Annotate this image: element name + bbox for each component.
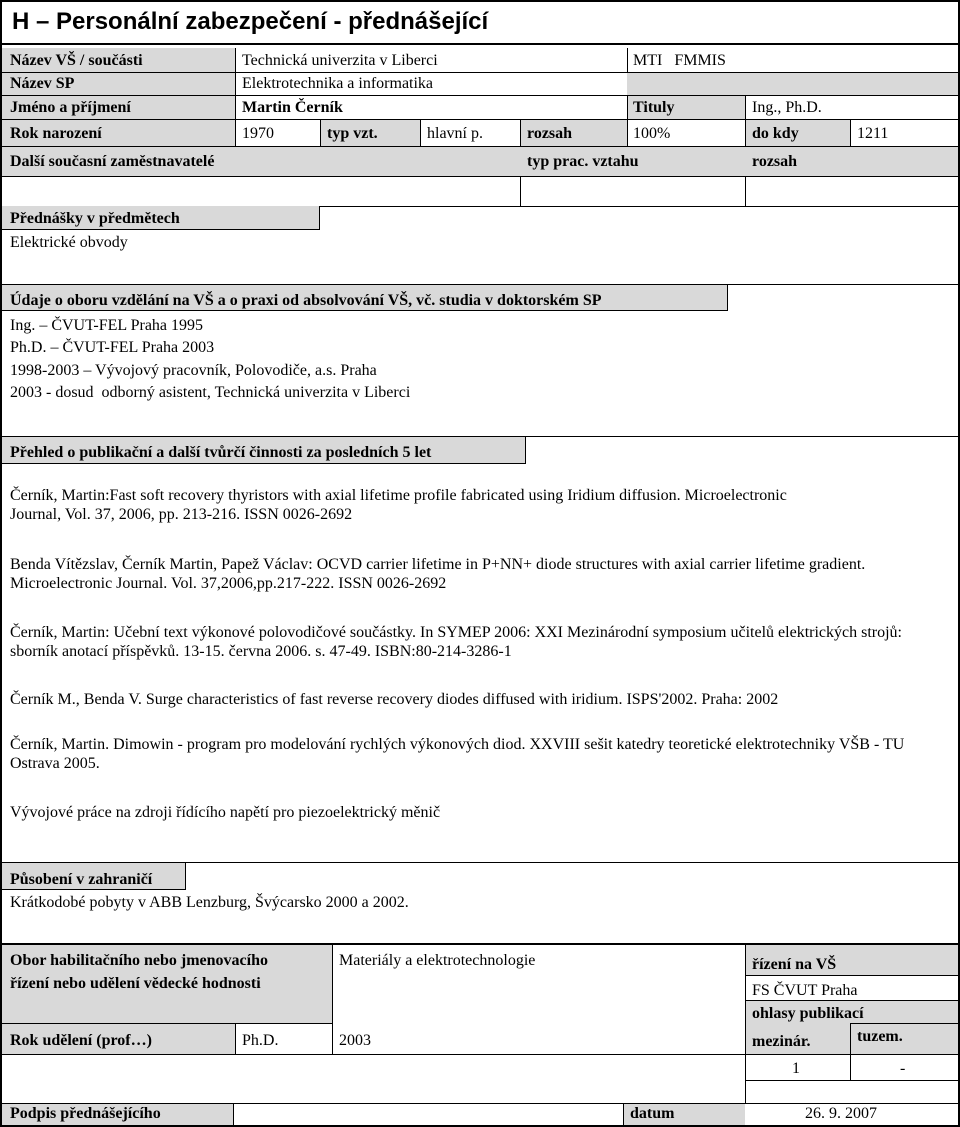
education-label: Údaje o oboru vzdělání na VŠ a o praxi od absolvování VŠ, vč. studia v doktorském SP — [10, 292, 602, 309]
abroad-label: Působení v zahraničí — [10, 871, 153, 888]
proceedings-label: řízení na VŠ — [752, 956, 837, 973]
education-line: 2003 - dosud odborný asistent, Technická univerzita v Liberci — [10, 384, 411, 401]
publication-item: Černík, Martin. Dimowin - program pro modelování rychlých výkonových diod. XXVIII sešit katedry teoretické elektrotechniky VŠB - TU Ostrava 2005. — [10, 736, 905, 772]
proceedings-value: FS ČVUT Praha — [752, 982, 858, 999]
school-value: Technická univerzita v Liberci — [242, 52, 438, 69]
until-value: 1211 — [857, 125, 889, 142]
education-line: 1998-2003 – Vývojový pracovník, Polovodiče, a.s. Praha — [10, 362, 377, 379]
employers-scope-label: rozsah — [752, 153, 798, 170]
education-line: Ing. – ČVUT-FEL Praha 1995 — [10, 317, 204, 334]
lectures-value: Elektrické obvody — [10, 234, 128, 251]
habilitation-label-line2: řízení nebo udělení vědecké hodnosti — [10, 975, 261, 992]
publication-item: Benda Vítězslav, Černík Martin, Papež Václav: OCVD carrier lifetime in P+NN+ diode structures with axial carrier lifetime gradient. Microelectronic Journal. Vol. 37,2006,pp.217-222. ISSN 0026-2692 — [10, 556, 866, 592]
local-label: tuzem. — [857, 1028, 903, 1045]
publication-item: Černík, Martin:Fast soft recovery thyristors with axial lifetime profile fabricated using Iridium diffusion. Microelectronic Journal, Vol. 37, 2006, pp. 213-216. ISSN 0026-2692 — [10, 487, 787, 523]
local-value: - — [900, 1060, 906, 1077]
intl-value: 1 — [792, 1060, 800, 1077]
education-line: Ph.D. – ČVUT-FEL Praha 2003 — [10, 339, 215, 356]
employers-type-label: typ prac. vztahu — [527, 153, 639, 170]
intl-label: mezinár. — [752, 1033, 811, 1050]
publication-item: Vývojové práce na zdroji řídícího napětí pro piezoelektrický měnič — [10, 804, 441, 821]
habilitation-field-value: Materiály a elektrotechnologie — [339, 952, 536, 969]
scope-label: rozsah — [527, 125, 573, 142]
name-label: Jméno a příjmení — [10, 99, 131, 116]
signature-label: Podpis přednášejícího — [10, 1105, 161, 1122]
publications-label: Přehled o publikační a další tvůrčí činnosti za posledních 5 let — [10, 444, 432, 461]
publication-item: Černík, Martin: Učební text výkonové polovodičové součástky. In SYMEP 2006: XXI Mezinárodní symposium učitelů elektrických strojů: sborník anotací příspěvků. 13-15. června 2006. s. 47-49. ISBN:80-214-3286-1 — [10, 624, 902, 660]
born-label: Rok narození — [10, 125, 102, 142]
page-title: H – Personální zabezpečení - přednášející — [12, 8, 489, 35]
until-label: do kdy — [752, 125, 799, 142]
degree-value: Ph.D. — [242, 1032, 279, 1049]
habilitation-label-line1: Obor habilitačního nebo jmenovacího — [10, 952, 268, 969]
sp-label: Název SP — [10, 75, 75, 92]
title-bar — [0, 0, 960, 45]
abroad-value: Krátkodobé pobyty v ABB Lenzburg, Švýcarsko 2000 a 2002. — [10, 894, 409, 911]
award-label: Rok udělení (prof…) — [10, 1032, 152, 1049]
year-value: 2003 — [339, 1032, 371, 1049]
faculty-value: MTI FMMIS — [633, 52, 726, 69]
lectures-label: Přednášky v předmětech — [10, 210, 180, 227]
titles-value: Ing., Ph.D. — [752, 99, 822, 116]
scope-value: 100% — [633, 125, 671, 142]
date-label: datum — [630, 1105, 675, 1122]
contract-label: typ vzt. — [327, 125, 378, 142]
contract-value: hlavní p. — [427, 125, 483, 142]
sp-value: Elektrotechnika a informatika — [242, 75, 434, 92]
publication-item: Černík M., Benda V. Surge characteristics of fast reverse recovery diodes diffused with iridium. ISPS'2002. Praha: 2002 — [10, 691, 779, 708]
school-label: Název VŠ / součásti — [10, 52, 143, 69]
reviews-label: ohlasy publikací — [752, 1005, 864, 1022]
employers-label: Další současní zaměstnavatelé — [10, 153, 215, 170]
date-value: 26. 9. 2007 — [805, 1105, 877, 1122]
titles-label: Tituly — [633, 99, 675, 116]
born-value: 1970 — [242, 125, 274, 142]
name-value: Martin Černík — [242, 99, 343, 116]
